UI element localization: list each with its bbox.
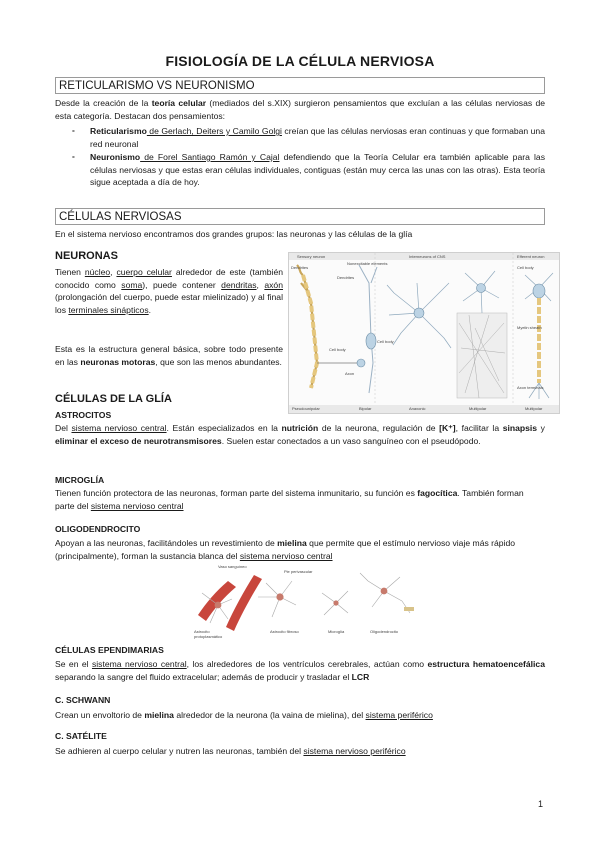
glia-fig-label: Vaso sanguíneo [218,564,247,569]
microglia-text: Tienen función protectora de las neuronas, forman parte del sistema inmunitario, su función es fagocítica. También forman parte del sistema nervioso central [55,488,524,511]
celulas-intro: En el sistema nervioso encontramos dos grandes grupos: las neuronas y las células de la glía [55,229,413,239]
oligodendrocito-heading: OLIGODENDROCITO [55,524,141,534]
neuronas-paragraph-2: Esta es la estructura general básica, sobre todo presente en las neuronas motoras, que son las menos abundantes. [55,344,283,367]
fig-label: Cell body [329,347,346,352]
fig-header-efferent: Efferent neuron [517,254,545,259]
reticularismo-intro: Desde la creación de la teoría celular (mediados del s.XIX) surgieron pensamientos que excluían a las células nerviosas de esta categoría. Destacan dos pensamientos: [55,98,546,121]
section-heading-celulas: CÉLULAS NERVIOSAS [55,208,545,225]
fig-footer: Multipolar [525,406,543,411]
fig-label: Axon terminals [517,385,544,390]
fig-header-interneurons: Interneurons of CNS [409,254,446,259]
microglia-heading: MICROGLÍA [55,475,105,485]
glia-fig-label: Pie perivascular [284,569,313,574]
bullet-dash: - [72,151,75,161]
section-heading-reticularismo: RETICULARISMO VS NEURONISMO [55,77,545,94]
fig-label: Nonexcitable elements [347,261,388,266]
fig-footer: Pseudounipolar [292,406,320,411]
satelite-heading: C. SATÉLITE [55,731,107,741]
fig-label: Axon [345,371,355,376]
ependimarias-heading: CÉLULAS EPENDIMARIAS [55,645,164,655]
glia-fig-label: Oligodendrocito [370,629,399,634]
astrocitos-text: Del sistema nervioso central. Están especializados en la nutrición de la neurona, regulación de [K⁺], facilitar la sinapsis y eliminar el exceso de neurotransmisores. Suelen estar conectados a un vaso sanguíneo con el pseudópodo. [55,423,545,446]
neuronas-paragraph-1: Tienen núcleo, cuerpo celular alrededor de este (también conocido como soma), puede contener dendritas, axón (prolongación del cuerpo, puede estar mielinizado) y al final los terminales sinápticos. [55,267,283,315]
ependimarias-text: Se en el sistema nervioso central, los alrededores de los ventrículos cerebrales, actúan como estructura hematoencefálica separando la sangre del fluido extracelular; además de producir y trasladar el LCR [55,659,545,682]
bullet-reticularismo: Reticularismo de Gerlach, Deiters y Camilo Golgi creían que las células nerviosas eran continuas y que formaban una red neuronal [90,126,545,149]
glia-fig-label: Microglía [328,629,345,634]
fig-label: Myelin sheath [517,325,542,330]
fig-footer: Anaxonic [409,406,426,411]
glia-fig-label: Astrocito protoplasmático [194,629,223,639]
bullet-neuronismo: Neuronismo de Forel Santiago Ramón y Cajal defendiendo que la Teoría Celular era también aplicable para las células nerviosas y que estas eran células individuales, contiguas (están muy cerca las unas con las otras). Esta teoría sigue aceptada a día de hoy. [90,152,545,188]
fig-footer: Bipolar [359,406,372,411]
satelite-text: Se adhieren al cuerpo celular y nutren las neuronas, también del sistema nervioso periférico [55,746,406,756]
neuron-types-figure [288,252,560,414]
glia-figure [188,563,416,640]
astrocitos-heading: ASTROCITOS [55,410,112,420]
glia-heading: CÉLULAS DE LA GLÍA [55,393,172,405]
fig-footer: Multipolar [469,406,487,411]
fig-label: Cell body [377,339,394,344]
fig-label: Cell body [517,265,534,270]
page-title: FISIOLOGÍA DE LA CÉLULA NERVIOSA [165,53,435,69]
page-number: 1 [537,799,543,809]
oligodendrocito-text: Apoyan a las neuronas, facilitándoles un revestimiento de mielina que permite que el estímulo nervioso viaje más rápido (principalmente), forman la sustancia blanca del sistema nervioso central [55,538,516,561]
neuronas-heading: NEURONAS [55,250,118,262]
fig-header-sensory: Sensory neuron [297,254,326,259]
bullet-dash: - [72,125,75,135]
glia-fig-label: Astrocito fibroso [270,629,299,634]
fig-label: Dendrites [291,265,309,270]
schwann-heading: C. SCHWANN [55,695,111,705]
fig-label: Dendrites [337,275,355,280]
schwann-text: Crean un envoltorio de mielina alrededor de la neurona (la vaina de mielina), del sistema periférico [55,710,433,720]
